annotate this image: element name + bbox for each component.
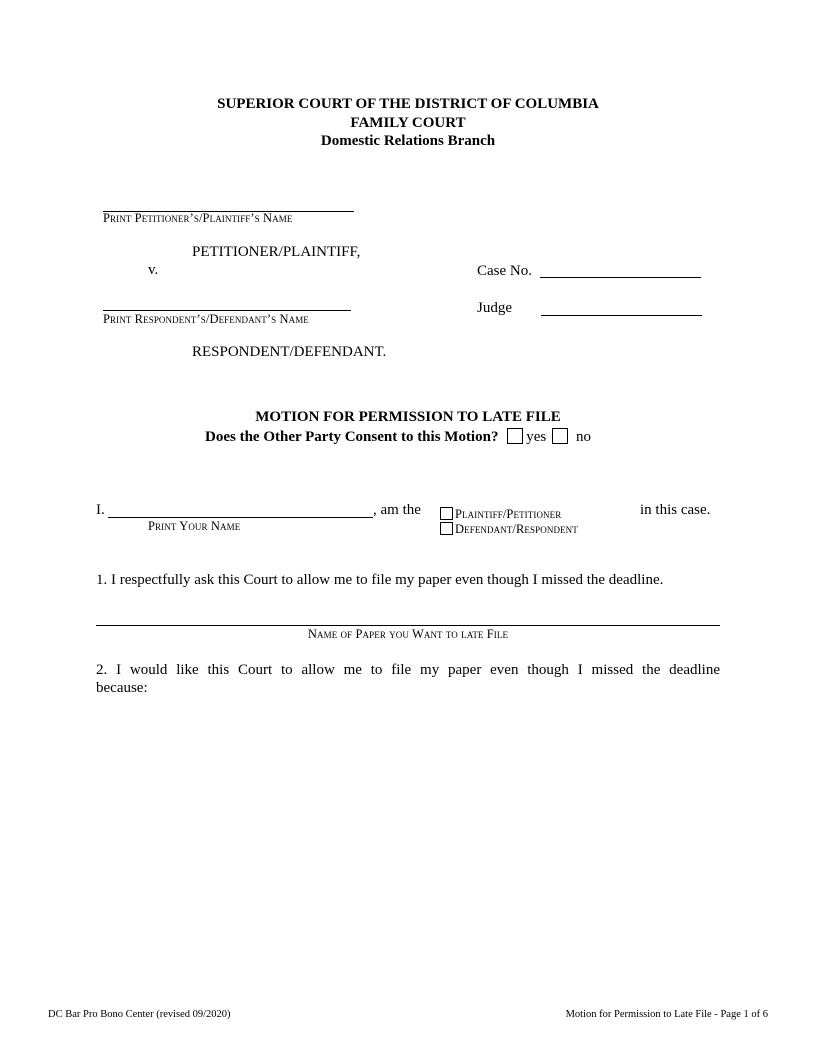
consent-no-checkbox[interactable] — [552, 428, 568, 444]
your-name-line[interactable] — [108, 517, 373, 518]
division-name: FAMILY COURT — [350, 115, 466, 131]
petitioner-name-label: Print Petitioner’s/Plaintiff’s Name — [103, 211, 293, 225]
role-option-defendant[interactable] — [440, 520, 578, 538]
defendant-checkbox[interactable] — [440, 522, 453, 535]
consent-yes-label: yes — [526, 429, 547, 445]
judge-label: Judge — [477, 300, 512, 316]
defendant-label: Defendant/Respondent — [455, 522, 578, 536]
respondent-name-line[interactable] — [103, 310, 351, 311]
court-name: SUPERIOR COURT OF THE DISTRICT OF COLUMBIA — [217, 96, 599, 112]
item-1-text: 1. I respectfully ask this Court to allow me to file my paper even though I missed the deadline. — [96, 572, 664, 588]
case-no-label: Case No. — [477, 263, 532, 279]
plaintiff-label: Plaintiff/Petitioner — [455, 507, 562, 521]
motion-title: MOTION FOR PERMISSION TO LATE FILE — [255, 409, 561, 425]
consent-row — [205, 428, 591, 446]
respondent-role: RESPONDENT/DEFENDANT. — [192, 344, 387, 360]
identity-suffix: in this case. — [640, 502, 711, 518]
identity-prefix: I. — [96, 502, 105, 518]
case-no-line[interactable] — [540, 277, 701, 278]
consent-yes-checkbox[interactable] — [507, 428, 523, 444]
branch-name: Domestic Relations Branch — [320, 133, 496, 149]
identity-am-the: , am the — [373, 502, 421, 518]
petitioner-role: PETITIONER/PLAINTIFF, — [192, 244, 361, 260]
consent-question: Does the Other Party Consent to this Motion? — [205, 429, 499, 445]
versus: v. — [148, 262, 159, 278]
your-name-label: Print Your Name — [148, 519, 241, 533]
judge-line[interactable] — [541, 315, 702, 316]
footer-right: Motion for Permission to Late File - Page 1 of 6 — [565, 1009, 768, 1020]
consent-no-label: no — [575, 429, 591, 445]
item-2-text: 2. I would like this Court to allow me to file my paper even though I missed the deadline because: — [96, 662, 720, 696]
respondent-name-label: Print Respondent’s/Defendant’s Name — [103, 312, 309, 326]
paper-name-label: Name of Paper you Want to late File — [307, 627, 509, 641]
paper-name-line[interactable] — [96, 625, 720, 626]
footer-left: DC Bar Pro Bono Center (revised 09/2020) — [48, 1009, 231, 1020]
plaintiff-checkbox[interactable] — [440, 507, 453, 520]
